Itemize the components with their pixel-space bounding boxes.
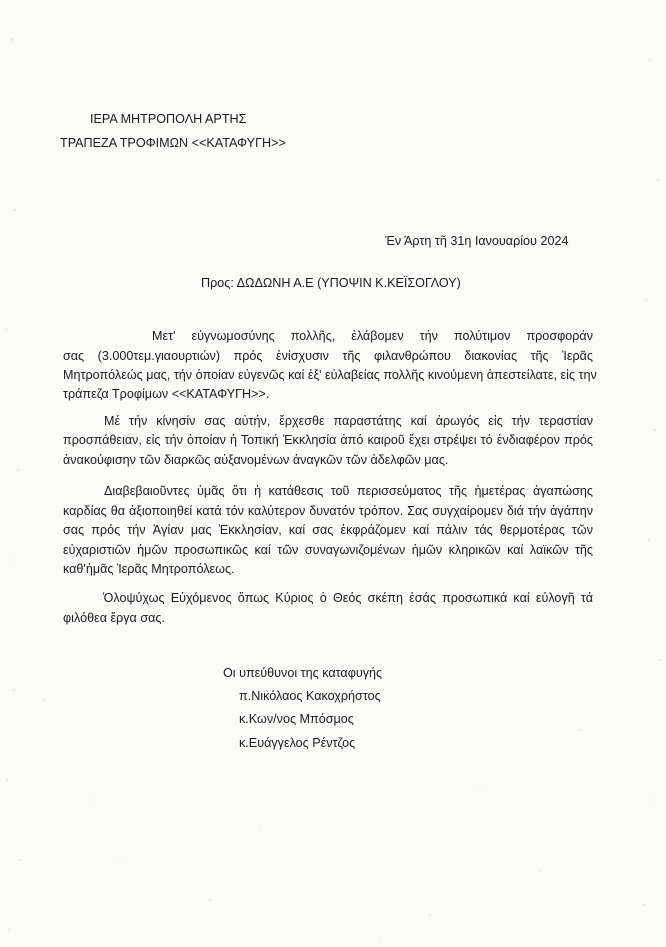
header-food-bank: ΤΡΑΠΕΖΑ ΤΡΟΦΙΜΩΝ <<ΚΑΤΑΦΥΓΗ>> <box>60 136 286 150</box>
paragraph-line: τράπεζα Τροφίμων <<ΚΑΤΑΦΥΓΗ>>. <box>63 387 270 401</box>
paragraph-line: καθ'ἡμᾶς Ἱερᾶς Μητροπόλεως. <box>63 562 235 576</box>
paragraph-line: προσπάθειαν, εἰς τήν ὁποίαν ἡ Τοπική Ἐκκλησία ἀπό καιροῦ ἔχει στρέψει τό ἐνδιαφέρον πρός <box>63 433 593 447</box>
paragraph-line: ἀνακούφισην τῶν διαρκῶς αὐξανομένων ἀναγκῶν τῶν ἀδελφῶν μας. <box>63 453 449 467</box>
paragraph-line: σας (3.000τεμ.γιαουρτιών) πρός ἐνίσχυσιν τῆς φιλανθρώπου διακονίας τῆς Ἱερᾶς <box>63 349 593 363</box>
paragraph-line: εὐχαριστιῶν ἡμῶν προσωπικῶς καί τῶν συναγωνιζομένων ἡμῶν κληρικῶν καί λαϊκῶν τῆς <box>63 543 593 557</box>
signatory-name: π.Νικόλαος Κακοχρήστος <box>239 689 381 703</box>
paragraph-line: Μετ' εὐγνωμοσύνης πολλῆς, ἐλάβομεν τήν πολύτιμον προσφοράν <box>152 329 593 343</box>
signatures-heading: Οι υπεύθυνοι της καταφυγής <box>223 666 383 680</box>
header-metropolis: ΙΕΡΑ ΜΗΤΡΟΠΟΛΗ ΑΡΤΗΣ <box>90 112 247 126</box>
paragraph-line: Διαβεβαιοῦντες ὑμᾶς ὅτι ἡ κατάθεσις τοῦ περισσεύματος τῆς ἡμετέρας ἀγαπώσης <box>104 484 593 498</box>
paragraph-line: Ὁλοψύχως Εὐχόμενος ὅπως Κύριος ὁ Θεός σκέπη ἐσάς προσωπικά καί εὐλογῆ τά <box>103 591 593 605</box>
paragraph-line: Μητροπόλεώς μας, τήν ὁποίαν εὐγενῶς καί ἐξ' εὐλαβείας πολλῆς κινούμενη ἀπεστείλατε, εἰς την <box>63 368 597 382</box>
paragraph-line: Μέ τήν κίνησίν σας αὐτήν, ἔρχεσθε παραστάτης καί ἀρωγός εἰς τήν τεραστίαν <box>104 414 593 428</box>
paragraph-line: σας πρός τήν Ἁγίαν μας Ἐκκλησίαν, καί σας ἐκφράζομεν καί πάλιν τάς θερμοτέρας τῶν <box>63 523 593 537</box>
signatory-name: κ.Ευάγγελος Ρέντζος <box>239 736 356 750</box>
recipient-line: Προς: ΔΩΔΩΝΗ Α.Ε (ΥΠΟΨΙΝ Κ.ΚΕΪΣΟΓΛΟΥ) <box>201 276 461 290</box>
paragraph-line: καρδίας θα ἀξιοποιηθεί κατά τόν καλύτερον δυνατόν τρόπον. Σας συγχαίρομεν διά τήν ἀγάπην <box>63 504 593 518</box>
signatory-name: κ.Κων/νος Μπόσμος <box>239 712 354 726</box>
paragraph-line: φιλόθεα ἔργα σας. <box>63 611 165 625</box>
date-line: Έν Άρτη τῆ 31η Ιανουαρίου 2024 <box>385 234 569 248</box>
